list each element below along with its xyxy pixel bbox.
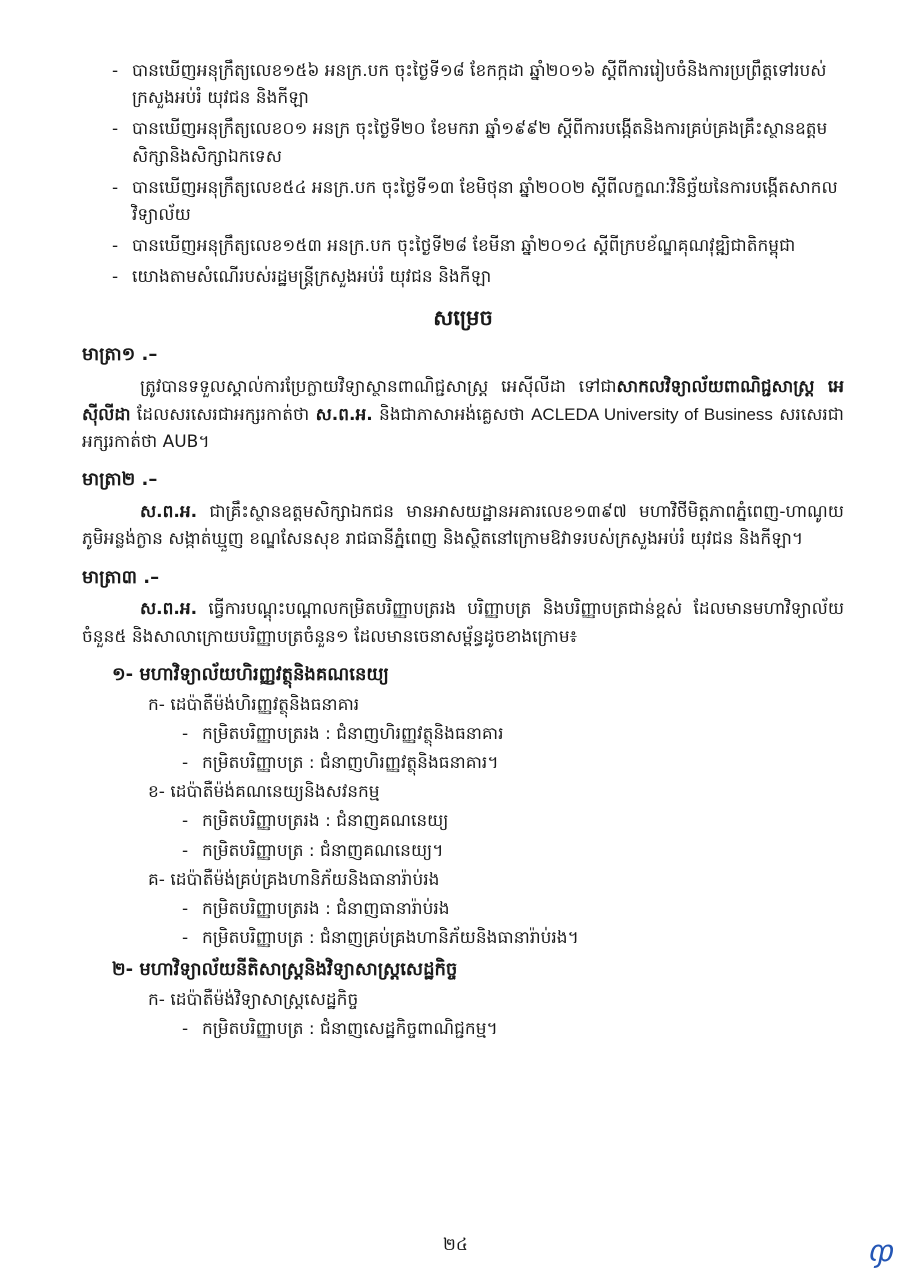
preamble-item: - យោងតាមសំណើរបស់រដ្ឋមន្ត្រីក្រសួងអប់រំ យុវជន និងកីឡា [112, 267, 492, 288]
preamble-item: - បានឃើញអនុក្រឹត្យលេខ១៥៦ អនក្រ.បក ចុះថ្ងៃទី១៨ ខែកក្កដា ឆ្នាំ២០១៦ ស្ដីពីការរៀបចំនិងការប្រព្រឹត្តទៅរបស់ក្រសួងអប់រំ យុវជន និងកីឡា [112, 61, 827, 109]
article-2-heading: មាត្រា២ .– [82, 469, 158, 491]
department-name: ក- ដេប៉ាតឺម៉ង់វិទ្យាសាស្ត្រសេដ្ឋកិច្ច [148, 990, 359, 1011]
program-item: - កម្រិតបរិញ្ញាបត្ររង : ជំនាញហិរញ្ញវត្ថុនិងធនាគារ [182, 723, 504, 744]
department-name: ក- ដេប៉ាតឺម៉ង់ហិរញ្ញវត្ថុនិងធនាគារ [148, 694, 360, 715]
preamble-item: - បានឃើញអនុក្រឹត្យលេខ១៥៣ អនក្រ.បក ចុះថ្ងៃទី២៨ ខែមីនា ឆ្នាំ២០១៤ ស្ដីពីក្របខ័ណ្ឌគុណវុឌ្ឍិជាតិកម្ពុជា [112, 236, 796, 257]
page-number: ២៤ [443, 1235, 468, 1255]
faculty-title: ២- មហាវិទ្យាល័យនីតិសាស្ត្រនិងវិទ្យាសាស្ត្រសេដ្ឋកិច្ច [112, 959, 458, 981]
department-name: គ- ដេប៉ាតឺម៉ង់គ្រប់គ្រងហានិភ័យនិងធានារ៉ាប់រង [148, 869, 440, 890]
department-name: ខ- ដេប៉ាតឺម៉ង់គណនេយ្យនិងសវនកម្ម [148, 782, 380, 803]
preamble-item: - បានឃើញអនុក្រឹត្យលេខ៥៤ អនក្រ.បក ចុះថ្ងៃទី១៣ ខែមិថុនា ឆ្នាំ២០០២ ស្ដីពីលក្ខណៈវិនិច្ឆ័យនៃការបង្កើតសាកលវិទ្យាល័យ [112, 177, 838, 225]
program-item: - កម្រិតបរិញ្ញាបត្រ : ជំនាញហិរញ្ញវត្ថុនិងធនាគារ។ [182, 752, 499, 773]
preamble-item: - បានឃើញអនុក្រឹត្យលេខ០១ អនក្រ ចុះថ្ងៃទី២០ ខែមករា ឆ្នាំ១៩៩២ ស្ដីពីការបង្កើតនិងការគ្រប់គ្រងគ្រឹះស្ថានឧត្ដមសិក្សានិងសិក្សាឯកទេស [112, 119, 828, 167]
program-item: - កម្រិតបរិញ្ញាបត្ររង : ជំនាញគណនេយ្យ [182, 811, 449, 832]
decision-title: សម្រេច [433, 305, 493, 330]
article-1-text: ត្រូវបានទទួលស្គាល់ការប្រែក្លាយវិទ្យាស្ថានពាណិជ្ជសាស្ត្រ អេស៊ីលីដា ទៅជាសាកលវិទ្យាល័យពាណិជ្ជសាស្ត្រ អេស៊ីលីដា ដែលសរសេរជាអក្សរកាត់ថា ស.ព.អ. និងជាភាសាអង់គ្លេសថា ACLEDA University of Business សរសេរជាអក្សរកាត់ថា AUB។ [82, 376, 845, 453]
article-2-text: ស.ព.អ. ជាគ្រឹះស្ថានឧត្ដមសិក្សាឯកជន មានអាសយដ្ឋានអគារលេខ១៣៩៧ មហាវិថីមិត្តភាពភ្នំពេញ-ហាណូយ ភូមិអន្លង់ក្ងាន សង្កាត់ឃ្មួញ ខណ្ឌសែនសុខ រាជធានីភ្នំពេញ និងស្ថិតនៅក្រោមឱវាទរបស់ក្រសួងអប់រំ យុវជន និងកីឡា។ [82, 502, 844, 550]
article-3-text: ស.ព.អ. ធ្វើការបណ្ដុះបណ្ដាលកម្រិតបរិញ្ញាបត្ររង បរិញ្ញាបត្រ និងបរិញ្ញាបត្រជាន់ខ្ពស់ ដែលមានមហាវិទ្យាល័យចំនួន៥ និងសាលាក្រោយបរិញ្ញាបត្រចំនួន១ ដែលមានចេនាសម្ព័ន្ធដូចខាងក្រោម៖ [82, 599, 844, 647]
program-item: - កម្រិតបរិញ្ញាបត្រ : ជំនាញសេដ្ឋកិច្ចពាណិជ្ជកម្ម។ [182, 1019, 498, 1040]
faculty-title: ១- មហាវិទ្យាល័យហិរញ្ញវត្ថុនិងគណនេយ្យ [112, 663, 389, 685]
program-item: - កម្រិតបរិញ្ញាបត្ររង : ជំនាញធានារ៉ាប់រង [182, 898, 450, 919]
program-item: - កម្រិតបរិញ្ញាបត្រ : ជំនាញគ្រប់គ្រងហានិភ័យនិងធានារ៉ាប់រង។ [182, 928, 579, 949]
article-3-heading: មាត្រា៣ .– [82, 566, 160, 588]
document-body [82, 58, 844, 1045]
handwritten-initial: ჶ [868, 1234, 893, 1269]
program-item: - កម្រិតបរិញ្ញាបត្រ : ជំនាញគណនេយ្យ។ [182, 840, 444, 861]
article-1-heading: មាត្រា១ .– [82, 344, 158, 366]
preamble-list [82, 58, 844, 292]
